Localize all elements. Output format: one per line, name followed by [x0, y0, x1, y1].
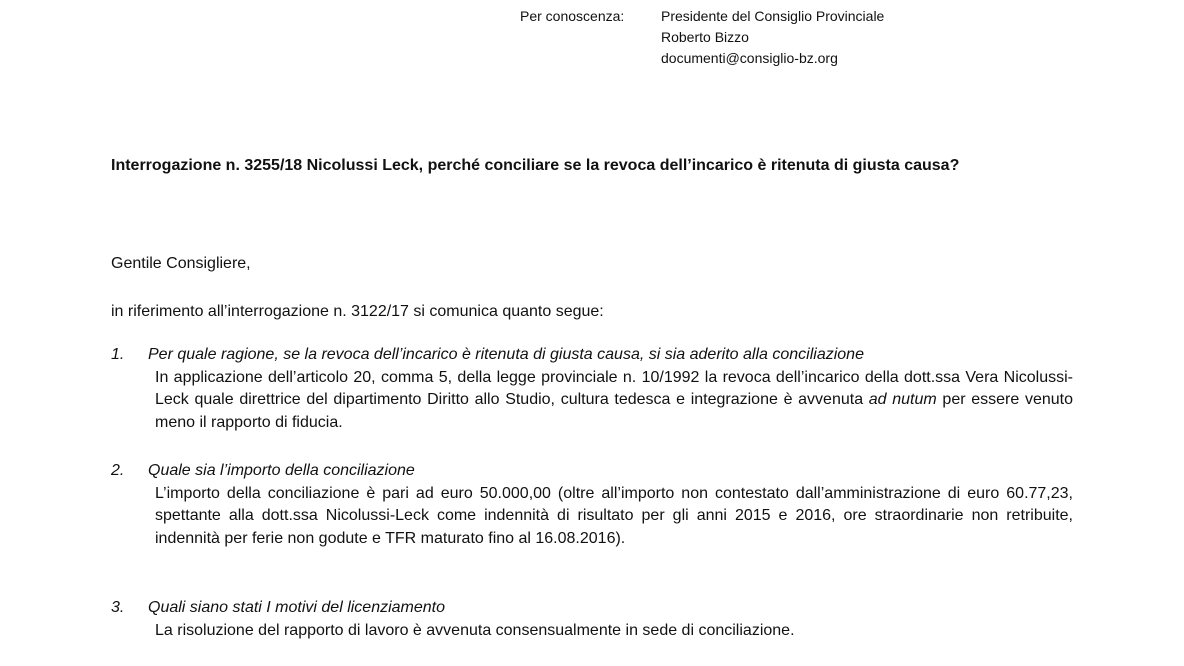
answer-text: La risoluzione del rapporto di lavoro è avvenuta consensualmente in sede di conciliazione. — [155, 621, 795, 639]
salutation: Gentile Consigliere, — [111, 255, 251, 272]
cc-recipient-email: documenti@consiglio-bz.org — [661, 50, 838, 66]
question-number: 1. — [111, 346, 125, 363]
answer-text: L’importo della conciliazione è pari ad euro 50.000,00 (oltre all’importo non contestato dall’amministrazione di euro 60.77,23, spettante alla dott.ssa Nicolussi-Leck come indennità di risultato per gli anni 2015 e 2016, ore straordinarie non retribuite, indennità per ferie non godute e TFR maturato fino al 16.08.2016). — [155, 484, 1073, 547]
cc-recipient — [661, 6, 884, 69]
answer-text-part: per essere venuto meno il rapporto di fiducia. — [155, 391, 1073, 431]
intro-paragraph: in riferimento all’interrogazione n. 3122/17 si comunica quanto segue: — [111, 303, 604, 320]
question-number: 3. — [111, 599, 125, 616]
answer-text-italic: ad nutum — [868, 391, 937, 408]
question-number: 2. — [111, 462, 125, 479]
question-item-1 — [111, 344, 1073, 434]
answer-text-part: In applicazione dell’articolo 20, comma 5, della legge provinciale n. 10/1992 la revoca dell’incarico della dott.ssa Vera Nicolussi-Leck quale direttrice del dipartimento Diritto allo Studio, cultura tedesca e integrazione è avvenuta — [155, 368, 1073, 408]
question-text: Per quale ragione, se la revoca dell’incarico è ritenuta di giusta causa, si sia aderito alla conciliazione — [148, 346, 864, 363]
question-item-2 — [111, 460, 1073, 550]
cc-recipient-title: Presidente del Consiglio Provinciale — [661, 8, 885, 24]
question-text: Quale sia l’importo della conciliazione — [148, 462, 415, 479]
question-item-3 — [111, 597, 1073, 642]
question-text: Quali siano stati I motivi del licenziamento — [148, 599, 446, 616]
cc-label: Per conoscenza: — [520, 8, 625, 24]
cc-recipient-name: Roberto Bizzo — [661, 29, 749, 45]
answer-text — [155, 367, 1073, 435]
cc-block — [0, 6, 1184, 70]
subject-heading: Interrogazione n. 3255/18 Nicolussi Leck, perché conciliare se la revoca dell’incarico è ritenuta di giusta causa? — [111, 157, 960, 174]
